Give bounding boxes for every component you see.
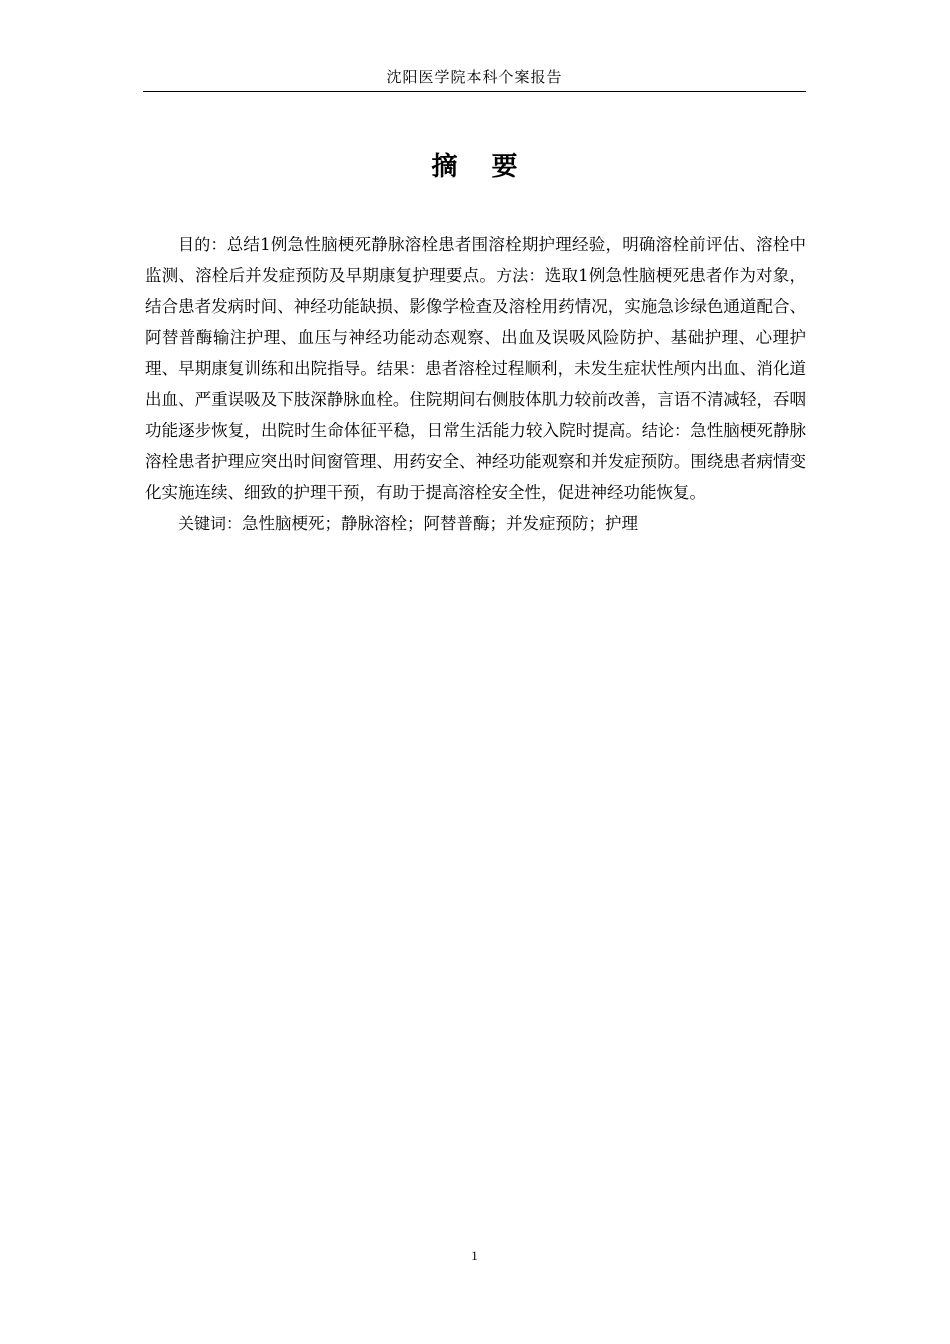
method-text: 选取1例急性脑梗死患者作为对象，结合患者发病时间、神经功能缺损、影像学检查及溶栓用药情况，实施急诊绿色通道配合、阿替普酶输注护理、血压与神经功能动态观察、出血及误吸风险防护、基础护理、心理护理、早期康复训练和出院指导。: [145, 266, 806, 378]
abstract-title: 摘要: [431, 152, 552, 182]
keywords-text: 急性脑梗死；静脉溶栓；阿替普酶；并发症预防；护理: [242, 514, 639, 533]
result-text: 患者溶栓过程顺利，未发生症状性颅内出血、消化道出血、严重误吸及下肢深静脉血栓。住院期间右侧肢体肌力较前改善，言语不清减轻，吞咽功能逐步恢复，出院时生命体征平稳，日常生活能力较入院时提高。: [145, 359, 807, 440]
header-rule: [143, 91, 806, 92]
page-number: 1: [471, 1248, 478, 1263]
abstract-paragraph: [145, 229, 806, 508]
conclusion-text: 急性脑梗死静脉溶栓患者护理应突出时间窗管理、用药安全、神经功能观察和并发症预防。围绕患者病情变化实施连续、细致的护理干预，有助于提高溶栓安全性，促进神经功能恢复。: [145, 421, 807, 502]
result-label: 结果：: [376, 359, 426, 378]
keywords-label: 关键词：: [178, 514, 243, 533]
keywords-paragraph: [145, 508, 806, 539]
objective-text: 总结1例急性脑梗死静脉溶栓患者围溶栓期护理经验，明确溶栓前评估、溶栓中监测、溶栓后并发症预防及早期康复护理要点。: [145, 235, 806, 285]
objective-label: 目的：: [178, 235, 227, 254]
running-header: 沈阳医学院本科个案报告: [386, 68, 563, 86]
abstract-body: [145, 229, 806, 539]
conclusion-label: 结论：: [641, 421, 691, 440]
method-label: 方法：: [496, 266, 545, 285]
